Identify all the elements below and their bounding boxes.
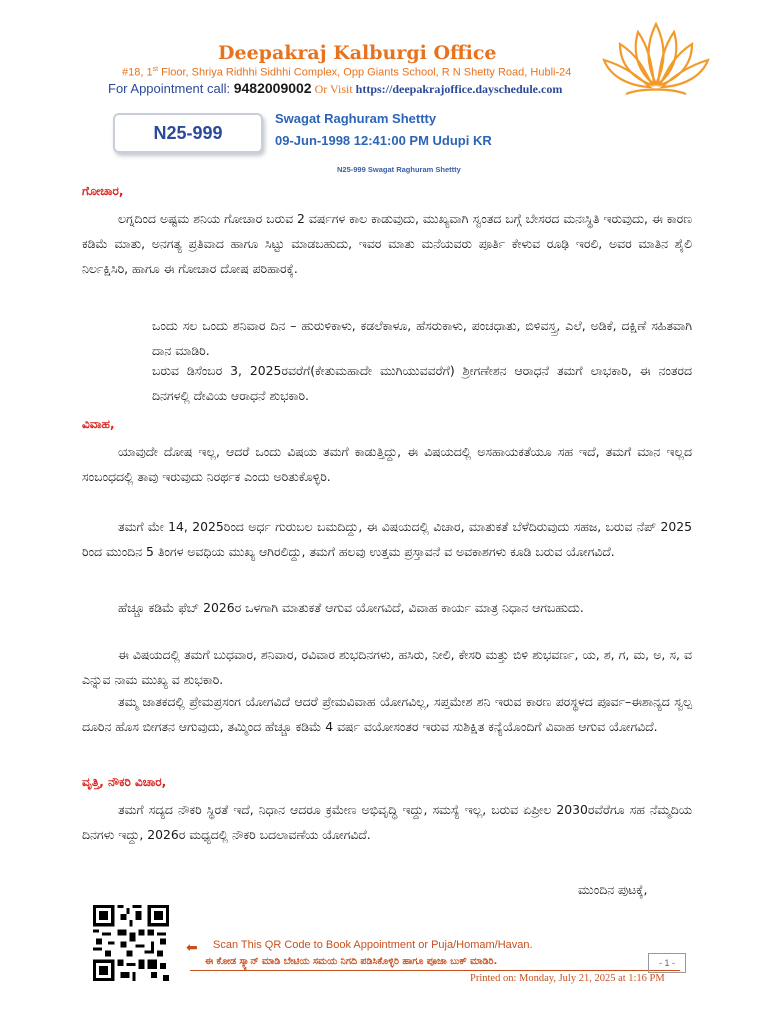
remedy-paragraph: ಒಂದು ಸಲ ಒಂದು ಶನಿವಾರ ದಿನ – ಹುರುಳಿಕಾಳು, ಕಡಲೆಕಾಳೂ, ಹೆಸರುಕಾಳು, ಪಂಚಧಾತು, ಬಿಳಿವಸ್ತ್ರ, ಎಲೆ, ಅಡಿಕೆ, ದಕ್ಷಿಣೆ ಸಹಿತವಾಗಿ ದಾನ ಮಾಡಿರಿ. <box>152 318 692 358</box>
vivaha-paragraph-3: ಹೆಚ್ಚೂ ಕಡಿಮೆ ಫೆಬ್ 2026ರ ಒಳಗಾಗಿ ಮಾತುಕತೆ ಆಗುವ ಯೋಗವಿದೆ, ವಿವಾಹ ಕಾರ್ಯ ಮಾತ್ರ ನಿಧಾನ ಆಗಬಹುದು. <box>118 600 584 615</box>
address-part: #18, 1 <box>122 66 153 79</box>
printed-timestamp: Printed on: Monday, July 21, 2025 at 1:16 PM <box>470 973 665 984</box>
birth-details: 09-Jun-1998 12:41:00 PM Udupi KR <box>275 133 492 148</box>
address-part: Floor, Shriya Ridhhi Sidhhi Complex, Opp Giants School, R N Shetty Road, Hubli-24 <box>158 66 572 79</box>
footer-divider <box>190 970 680 971</box>
booking-link[interactable]: https://deepakrajoffice.dayschedule.com <box>355 82 563 96</box>
address-sup: st <box>152 66 159 73</box>
appointment-label: For Appointment call: <box>108 81 234 96</box>
qr-code-icon[interactable] <box>93 905 169 981</box>
page-number: - 1 - <box>648 953 686 973</box>
continued-note: ಮುಂದಿನ ಪುಟಕ್ಕೆ, <box>578 882 648 897</box>
section-title-career: ವೃತ್ತಿ, ನೌಕರಿ ವಿಚಾರ, <box>82 775 167 789</box>
office-name: Deepakraj Kalburgi Office <box>218 42 497 64</box>
career-paragraph: ತಮಗೆ ಸದ್ಯದ ನೌಕರಿ ಸ್ಥಿರತೆ ಇದೆ, ನಿಧಾನ ಆದರೂ ಕ್ರಮೇಣ ಅಭಿವೃದ್ಧಿ ಇದ್ದು, ಸಮಸ್ಯೆ ಇಲ್ಲ, ಬರುವ ಏಪ್ರೀಲ 2030ರವೆರೆಗೂ ಸಹ ನೆಮ್ಮದಿಯ ದಿನಗಳು ಇದ್ದು, 2026ರ ಮಧ್ಯದಲ್ಲಿ ನೌಕರಿ ಬದಲಾವಣೆಯ ಯೋಗವಿದೆ. <box>82 802 692 842</box>
visit-label: Or Visit <box>311 82 356 96</box>
phone-number[interactable]: 9482009002 <box>233 80 312 96</box>
vivaha-paragraph-4: ಈ ವಿಷಯದಲ್ಲಿ ತಮಗೆ ಬುಧವಾರ, ಶನಿವಾರ, ರವಿವಾರ ಶುಭದಿನಗಳು, ಹಸಿರು, ನೀಲಿ, ಕೇಸರಿ ಮತ್ತು ಬಿಳಿ ಶುಭವರ್ಣ, ಯ, ಶ, ಗ, ಮ, ಅ, ಸ, ವ ಎನ್ನುವ ನಾಮ ಮುಖ್ಯ ವ ಶುಭಕಾರಿ. <box>82 647 692 687</box>
vivaha-paragraph-1: ಯಾವುದೇ ದೋಷ ಇಲ್ಲ, ಆದರೆ ಒಂದು ವಿಷಯ ತಮಗೆ ಕಾಡುತ್ತಿದ್ದು, ಈ ವಿಷಯದಲ್ಲಿ ಅಸಹಾಯಕತೆಯೂ ಸಹ ಇದೆ, ತಮಗೆ ಮಾನ ಇಲ್ಲದ ಸಂಬಂಧದಲ್ಲಿ ತಾವು ಇರುವುದು ನಿರರ್ಥಕ ಎಂದು ಅರಿತುಕೊಳ್ಳಿರಿ. <box>82 444 692 484</box>
record-id: N25-999 <box>153 122 223 143</box>
scan-instruction-kannada: ಈ ಕೋಡ ಸ್ಕ್ಯಾನ್ ಮಾಡಿ ಬೇಟಿಯ ಸಮಯ ನಿಗದಿ ಪಡಿಸಿಕೊಳ್ಳಿರಿ ಹಾಗೂ ಪೂಜಾ ಬುಕ್ ಮಾಡಿರಿ. <box>205 956 498 967</box>
section-title-vivaha: ವಿವಾಹ, <box>82 417 115 431</box>
document-subheading: N25-999 Swagat Raghuram Shettty <box>337 165 461 174</box>
letterhead <box>0 0 768 100</box>
office-address <box>122 66 571 79</box>
person-name: Swagat Raghuram Shettty <box>275 111 437 126</box>
left-arrow-icon: ⬅ <box>186 940 198 956</box>
vivaha-paragraph-5: ತಮ್ಮ ಜಾತಕದಲ್ಲಿ ಪ್ರೇಮಪ್ರಸಂಗ ಯೋಗವಿದೆ ಆದರೆ ಪ್ರೇಮವಿವಾಹ ಯೋಗವಿಲ್ಲ, ಸಪ್ತಮೇಶ ಶನಿ ಇರುವ ಕಾರಣ ಪರಸ್ಥಳದ ಪೂರ್ವ–ಈಶಾನ್ಯದ ಸ್ವಲ್ಪ ದೂರಿನ ಹೊಸ ಬೀಗತನ ಆಗುವುದು, ತಮ್ಮಿಂದ ಹೆಚ್ಚೂ ಕಡಿಮೆ 4 ವರ್ಷ ವಯೋಸಂತರ ಇರುವ ಸುಶಿಕ್ಷಿತ ಕನ್ಯೆಯೊಂದಿಗೆ ವಿವಾಹ ಆಗುವ ಯೋಗವಿದೆ. <box>82 694 692 734</box>
worship-paragraph: ಬರುವ ಡಿಸೆಂಬರ 3, 2025ರವರೆಗೆ(ಕೇತುಮಹಾದೇ ಮುಗಿಯುವವರೆಗೆ) ಶ್ರೀಗಣೇಶನ ಆರಾಧನೆ ತಮಗೆ ಲಾಭಕಾರಿ, ಈ ನಂತರದ ದಿನಗಳಲ್ಲಿ ದೇವಿಯ ಆರಾಧನೆ ಶುಭಕಾರಿ. <box>152 363 692 403</box>
person-details <box>275 108 492 152</box>
record-id-box <box>113 113 263 153</box>
section-title-gochara: ಗೋಚಾರ, <box>82 184 124 198</box>
gochara-paragraph: ಲಗ್ನದಿಂದ ಅಷ್ಟಮ ಶನಿಯ ಗೋಚಾರ ಬರುವ 2 ವರ್ಷಗಳ ಕಾಲ ಕಾಡುವುದು, ಮುಖ್ಯವಾಗಿ ಸ್ವಂತದ ಬಗ್ಗೆ ಬೇಸರದ ಮನಃಸ್ಥಿತಿ ಇರುವುದು, ಈ ಕಾರಣ ಕಡಿಮೆ ಮಾತು, ಅನಗತ್ಯ ಪ್ರತಿವಾದ ಹಾಗೂ ಸಿಟ್ಟು ಮಾಡಬಹುದು, ಇವರ ಮಾತು ಮನೆಯವರು ಪೂರ್ತಿ ಕೇಳುವ ರೂಢಿ ಇರಲಿ, ಅವರ ಮಾತಿನ ಶೈಲಿ ನಿರ್ಲಕ್ಷಿಸಿರಿ, ಹಾಗೂ ಈ ಗೋಚಾರ ದೋಷ ಪರಿಹಾರಕ್ಕೆ. <box>82 211 692 276</box>
scan-instruction: Scan This QR Code to Book Appointment or Puja/Homam/Havan. <box>213 939 533 951</box>
appointment-line <box>108 80 562 97</box>
vivaha-paragraph-2: ತಮಗೆ ಮೇ 14, 2025ರಿಂದ ಅರ್ಧ ಗುರುಬಲ ಬಮದಿದ್ದು, ಈ ವಿಷಯದಲ್ಲಿ ವಿಚಾರ, ಮಾತುಕತೆ ಬೆಳೆದಿರುವುದು ಸಹಜ, ಬರುವ ನೆಪ್ 2025 ರಿಂದ ಮುಂದಿನ 5 ತಿಂಗಳ ಅವಧಿಯ ಮುಖ್ಯ ಆಗಿರಲಿದ್ದು, ತಮಗೆ ಹಲವು ಉತ್ತಮ ಪ್ರಸ್ತಾವನೆ ವ ಅವಕಾಶಗಳು ಕೂಡಿ ಬರುವ ಯೋಗವಿದೆ. <box>82 519 692 559</box>
lotus-icon <box>596 14 716 100</box>
